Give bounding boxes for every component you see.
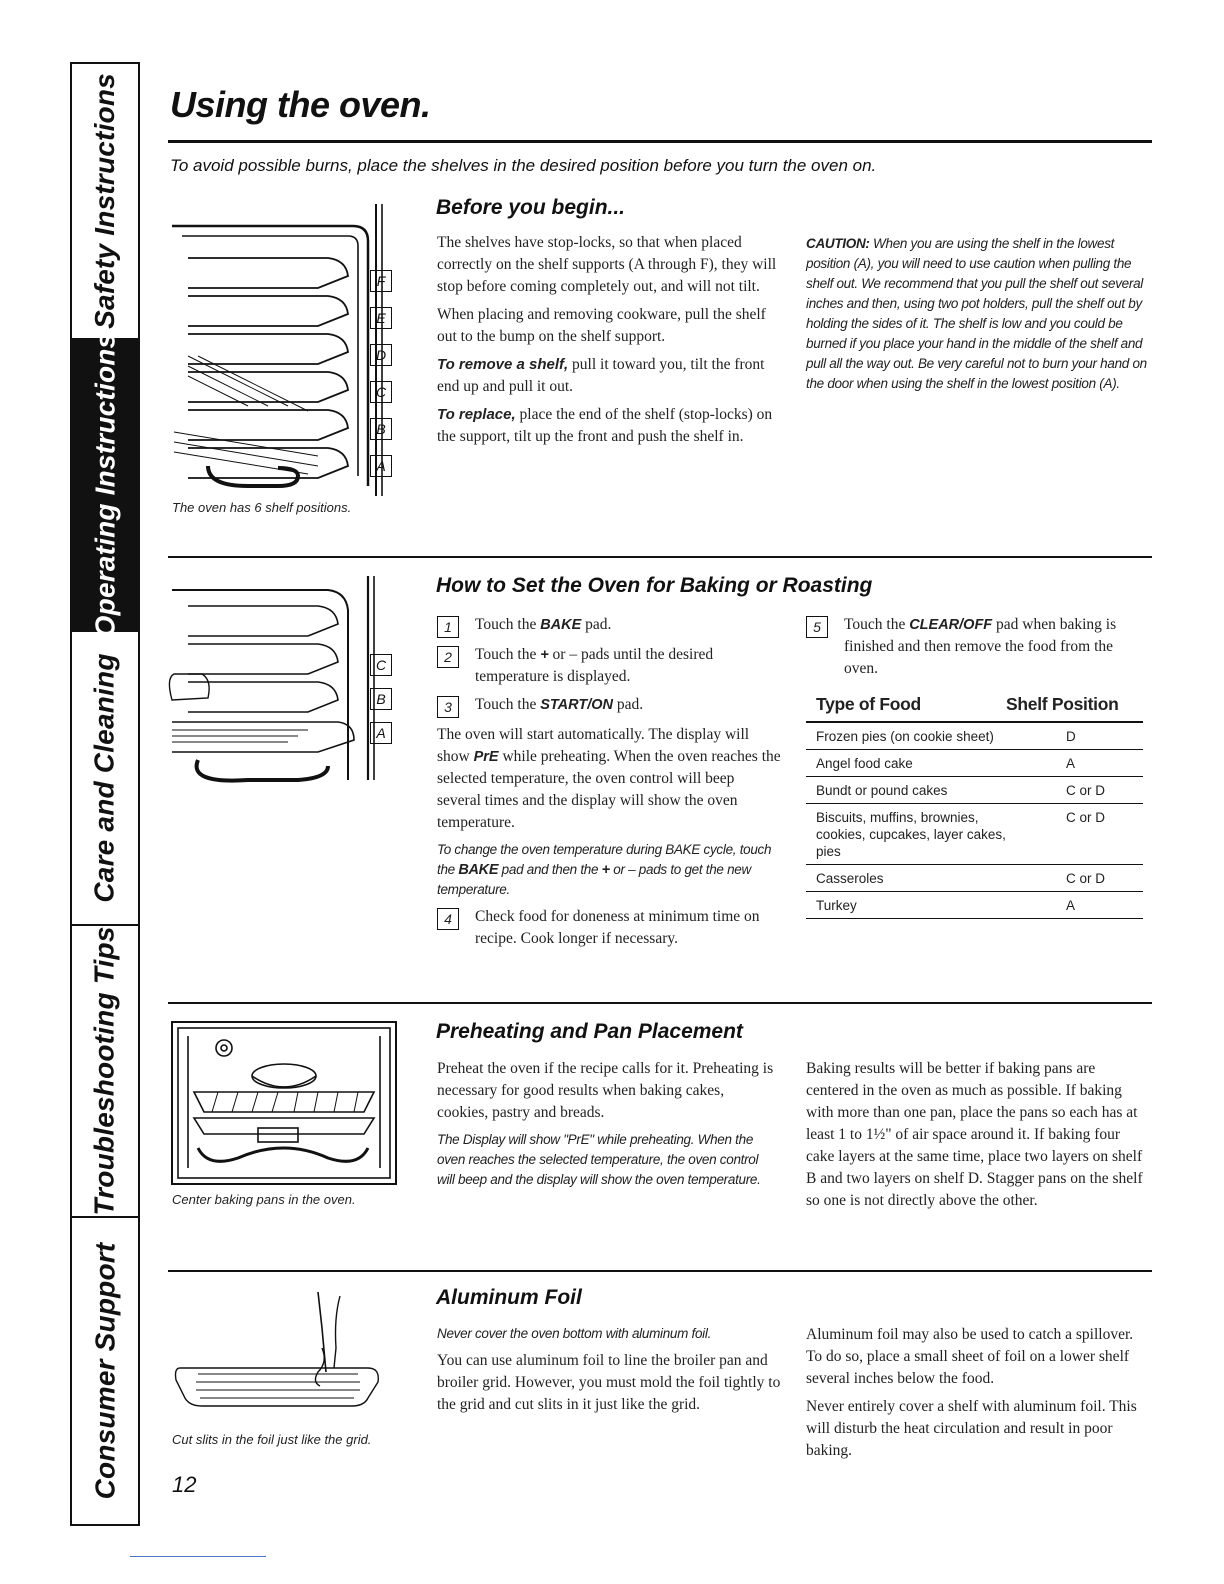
- section-heading: Aluminum Foil: [436, 1286, 582, 1309]
- text: while preheating. When the oven reaches the selected temperature, the oven control will beep several times and the display will show the oven temperature.: [437, 748, 781, 831]
- body-text: place the end of the shelf (stop-locks) on the support, tilt up the front and push the shelf in.: [437, 406, 773, 445]
- section-divider: [168, 1270, 1152, 1272]
- display-code: PrE: [473, 749, 499, 765]
- section-divider: [168, 1002, 1152, 1004]
- food-cell: Bundt or pound cakes: [806, 777, 1006, 804]
- food-cell: Angel food cake: [806, 750, 1006, 777]
- plus-pad: +: [540, 647, 549, 663]
- paragraph: Preheat the oven if the recipe calls for it. Preheating is necessary for good results when baking cakes, cookies, pastry and breads.: [437, 1060, 774, 1121]
- step-5: [806, 614, 1146, 680]
- shelf-label-a: A: [370, 722, 392, 744]
- step-number: 1: [437, 616, 459, 638]
- shelf-label-e: E: [370, 307, 392, 329]
- section-heading: How to Set the Oven for Baking or Roasting: [436, 574, 873, 597]
- shelf-label-d: D: [370, 344, 392, 366]
- column-header: Type of Food: [806, 694, 1006, 722]
- food-cell: Frozen pies (on cookie sheet): [806, 722, 1006, 750]
- text: The oven will start automatically. The display will show: [437, 726, 750, 765]
- lead-text: To replace,: [437, 406, 516, 423]
- baking-steps: [437, 614, 782, 956]
- tab-care-and-cleaning[interactable]: [72, 632, 138, 926]
- oven-baking-illustration: [168, 570, 400, 786]
- section-heading: Before you begin...: [436, 196, 626, 219]
- column-header: Shelf Position: [1006, 694, 1143, 722]
- paragraph: Baking results will be better if baking pans are centered in the oven as much as possible. If baking with more than one pan, place the pans so each has at least 1 to 1½" of air space around it. If baking four cake layers at the same time, place two layers on shelf B and two layers on shelf D. Stagger pans on the shelf so one is not directly above the other.: [806, 1060, 1143, 1209]
- page-title: Using the oven.: [170, 84, 431, 125]
- tab-consumer-support[interactable]: [72, 1218, 138, 1524]
- caution-text: When you are using the shelf in the lowest position (A), you will need to use caution when pulling the shelf out. We recommend that you pull the shelf out several inches and then, using two pot holders, pull the shelf out by holding the sides of it. The shelf is low and you could be burned if you place your hand in the middle of the shelf and pull all the way out. Be very careful not to burn your hand on the door when using the shelf in the lowest position (A).: [806, 236, 1147, 391]
- paragraph: When placing and removing cookware, pull the shelf out to the bump on the shelf support.: [437, 306, 766, 345]
- step-number: 2: [437, 646, 459, 668]
- clear-off-pad: CLEAR/OFF: [909, 617, 993, 633]
- tab-label: Consumer Support: [89, 1242, 121, 1500]
- tab-label: Care and Cleaning: [89, 653, 121, 903]
- tab-label: Operating Instructions: [89, 332, 120, 638]
- plus-pad: +: [601, 862, 610, 878]
- text: or – pads to get the new temperature.: [437, 862, 751, 897]
- figure-caption: The oven has 6 shelf positions.: [172, 500, 352, 515]
- text: or – pads until the desired temperature is displayed.: [475, 646, 714, 685]
- paragraph: [437, 354, 777, 398]
- preheating-body: [437, 1058, 777, 1196]
- section-heading: Preheating and Pan Placement: [436, 1020, 743, 1043]
- step-text: [844, 614, 1146, 680]
- tab-safety-instructions[interactable]: [72, 64, 138, 340]
- baking-step-5: [806, 614, 1146, 686]
- paragraph: [437, 404, 777, 448]
- position-cell: D: [1006, 722, 1143, 750]
- oven-pan-placement-illustration: [168, 1018, 400, 1188]
- section-divider: [168, 556, 1152, 558]
- page-number: 12: [172, 1472, 197, 1497]
- foil-body-right: [806, 1324, 1151, 1468]
- lead-text: To remove a shelf,: [437, 356, 569, 373]
- shelf-label-b: B: [370, 418, 392, 440]
- step-text: [475, 644, 782, 688]
- footer-link-line: [130, 1556, 266, 1557]
- body-text: pull it toward you, tilt the front end up and pull it out.: [437, 356, 765, 395]
- page-subtitle: To avoid possible burns, place the shelves in the desired position before you turn the oven on.: [170, 156, 877, 175]
- caution-label: CAUTION:: [806, 236, 870, 251]
- text: pad when baking is finished and then remove the food from the oven.: [844, 616, 1117, 677]
- text: To change the oven temperature during BAKE cycle, touch the: [437, 842, 772, 877]
- text: pad.: [612, 696, 644, 713]
- text: Touch the: [475, 696, 541, 713]
- preheat-display-note: The Display will show "PrE" while preheating. When the oven reaches the selected temperature, the oven control will beep and the display will show the oven temperature.: [437, 1132, 761, 1187]
- food-cell: Turkey: [806, 892, 1006, 919]
- shelf-label-c: C: [370, 381, 392, 403]
- step-number: 5: [806, 616, 828, 638]
- shelf-position-table: [806, 694, 1143, 919]
- position-cell: A: [1006, 750, 1143, 777]
- table-row: [806, 750, 1143, 777]
- before-you-begin-body: [437, 232, 777, 454]
- table-row: [806, 804, 1143, 865]
- tab-troubleshooting-tips[interactable]: [72, 926, 138, 1218]
- position-cell: C or D: [1006, 804, 1143, 865]
- figure-caption: Cut slits in the foil just like the grid.: [172, 1432, 372, 1447]
- bake-pad: BAKE: [458, 862, 499, 878]
- start-on-pad: START/ON: [540, 697, 613, 713]
- table-row: [806, 865, 1143, 892]
- paragraph: Aluminum foil may also be used to catch a spillover. To do so, place a small sheet of foil on a lower shelf several inches below the food.: [806, 1326, 1134, 1387]
- table-row: [806, 777, 1143, 804]
- tab-label: Safety Instructions: [89, 73, 121, 329]
- food-cell: Casseroles: [806, 865, 1006, 892]
- paragraph: Never entirely cover a shelf with aluminum foil. This will disturb the heat circulation and result in poor baking.: [806, 1398, 1137, 1459]
- step-4: [437, 906, 782, 950]
- step-number: 3: [437, 696, 459, 718]
- food-cell: Biscuits, muffins, brownies, cookies, cupcakes, layer cakes, pies: [806, 804, 1006, 865]
- text: pad.: [581, 616, 612, 633]
- text: pad and then the: [498, 862, 602, 877]
- sidebar-nav: [70, 62, 140, 1526]
- step-number: 4: [437, 908, 459, 930]
- shelf-label-b: B: [370, 688, 392, 710]
- step-3: [437, 694, 782, 718]
- bake-pad: BAKE: [540, 617, 582, 633]
- shelf-label-a: A: [370, 455, 392, 477]
- text: Touch the: [844, 616, 910, 633]
- step-text: [475, 694, 782, 716]
- table-row: [806, 892, 1143, 919]
- position-cell: A: [1006, 892, 1143, 919]
- step-2: [437, 644, 782, 688]
- paragraph: [437, 724, 782, 834]
- title-rule: [168, 140, 1152, 143]
- temperature-change-note: [437, 840, 782, 900]
- text: Touch the: [475, 616, 541, 633]
- shelf-label-c: C: [370, 654, 392, 676]
- step-text: [475, 614, 782, 636]
- paragraph: The shelves have stop-locks, so that when placed correctly on the shelf supports (A through F), they will stop before coming completely out, and will not tilt.: [437, 234, 777, 295]
- step-text: Check food for doneness at minimum time on recipe. Cook longer if necessary.: [475, 908, 760, 947]
- pan-placement-body: [806, 1058, 1151, 1218]
- shelf-label-column: [370, 654, 392, 744]
- paragraph: You can use aluminum foil to line the broiler pan and broiler grid. However, you must mold the foil tightly to the grid and cut slits in it just like the grid.: [437, 1352, 781, 1413]
- shelf-label-f: F: [370, 270, 392, 292]
- tab-operating-instructions[interactable]: [72, 332, 138, 638]
- step-1: [437, 614, 782, 638]
- position-cell: C or D: [1006, 865, 1143, 892]
- oven-shelf-positions-illustration: [168, 196, 400, 508]
- figure-caption: Center baking pans in the oven.: [172, 1192, 356, 1207]
- table-header-row: [806, 694, 1143, 722]
- foil-warning: Never cover the oven bottom with aluminum foil.: [437, 1326, 712, 1341]
- position-cell: C or D: [1006, 777, 1143, 804]
- caution-note: [806, 234, 1151, 394]
- tab-label: Troubleshooting Tips: [89, 926, 120, 1216]
- shelf-label-column: [370, 270, 392, 477]
- foil-body-left: [437, 1324, 782, 1422]
- table-row: [806, 722, 1143, 750]
- broiler-foil-illustration: [168, 1288, 400, 1428]
- text: Touch the: [475, 646, 541, 663]
